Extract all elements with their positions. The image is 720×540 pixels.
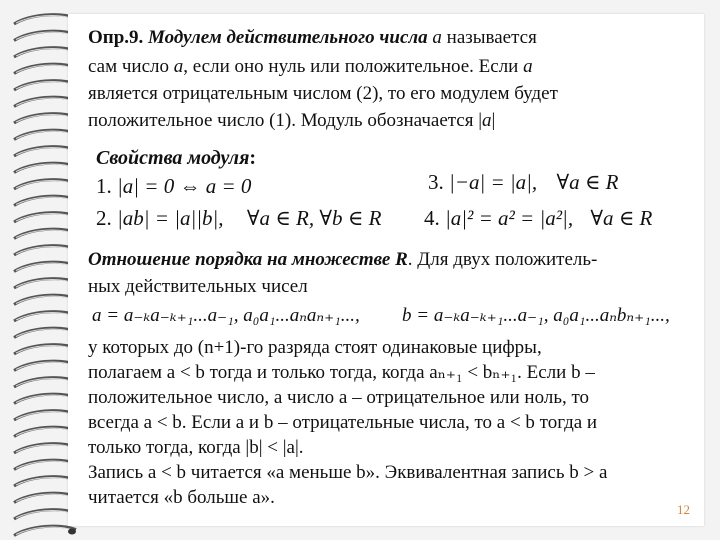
definition-line-1 — [88, 26, 537, 50]
definition-label: Опр.9. — [88, 27, 144, 48]
spiral-ring-highlight — [16, 65, 74, 72]
properties-heading — [96, 146, 256, 170]
spiral-ring-highlight — [16, 247, 74, 254]
spiral-ring-highlight — [16, 98, 74, 105]
sequence-b: b = a₋ₖa₋ₖ₊₁...a₋₁, a₀a₁...aₙbₙ₊₁..., — [402, 305, 670, 326]
spiral-ring-highlight — [16, 527, 74, 534]
definition-text: сам число — [88, 56, 174, 77]
spiral-ring-highlight — [16, 511, 74, 518]
spiral-ring-highlight — [16, 445, 74, 452]
spiral-ring-highlight — [16, 16, 74, 23]
definition-text: | — [491, 110, 496, 131]
definition-line-4 — [88, 109, 495, 133]
order-line-9: читается «b больше a». — [88, 487, 275, 508]
order-line-5: положительное число, а число a – отрицательное или ноль, то — [88, 387, 590, 408]
sequence-a: a = a₋ₖa₋ₖ₊₁...a₋₁, a₀a₁...aₙaₙ₊₁..., — [92, 305, 360, 326]
property-formula: |a|² = a² = |a²|, — [445, 206, 574, 230]
property-quantifier: ∀a ∈ R — [556, 170, 619, 194]
spiral-ring-highlight — [16, 82, 74, 89]
spiral-ring-highlight — [16, 461, 74, 468]
definition-term: Модулем действительного числа — [148, 27, 428, 48]
spiral-hole — [68, 529, 76, 535]
spiral-ring-highlight — [16, 478, 74, 485]
order-heading: Отношение порядка на множестве R — [88, 249, 408, 270]
spiral-ring-highlight — [16, 494, 74, 501]
order-line-8: Запись a < b читается «a меньше b». Эквивалентная запись b > a — [88, 462, 608, 483]
spiral-ring-highlight — [16, 131, 74, 138]
spiral-ring-highlight — [16, 329, 74, 336]
order-line-3: у которых до (n+1)-го разряда стоят одинаковые цифры, — [88, 337, 542, 358]
spiral-ring-highlight — [16, 313, 74, 320]
definition-var: a — [523, 56, 533, 77]
property-quantifier: ∀a ∈ R — [590, 206, 653, 230]
spiral-ring-highlight — [16, 395, 74, 402]
property-number: 4. — [424, 206, 440, 230]
spiral-ring-highlight — [16, 230, 74, 237]
spiral-ring-highlight — [16, 362, 74, 369]
definition-text: , если оно нуль или положительное. Если — [183, 56, 524, 77]
spiral-ring-highlight — [16, 49, 74, 56]
properties-colon: : — [249, 147, 257, 169]
spiral-ring-highlight — [16, 197, 74, 204]
properties-heading-text: Свойства модуля — [96, 147, 250, 169]
order-heading-line — [88, 248, 597, 272]
spiral-ring-highlight — [16, 148, 74, 155]
property-3 — [428, 170, 618, 195]
order-line-4: полагаем a < b тогда и только тогда, когда aₙ₊₁ < bₙ₊₁. Если b – — [88, 362, 595, 383]
property-formula: |−a| = |a|, — [449, 170, 538, 194]
property-number: 1. — [96, 174, 112, 198]
property-1 — [96, 174, 251, 199]
definition-line-2 — [88, 55, 533, 79]
definition-text: называется — [441, 27, 537, 48]
spiral-ring-highlight — [16, 346, 74, 353]
property-4 — [424, 206, 652, 231]
spiral-ring-highlight — [16, 296, 74, 303]
property-quantifier: ∀a ∈ R, ∀b ∈ R — [246, 206, 382, 230]
property-formula: |a| = 0 ⇔ a = 0 — [117, 174, 252, 198]
order-line-2: ных действительных чисел — [88, 276, 308, 297]
definition-text: положительное число (1). Модуль обозначается | — [88, 110, 483, 131]
property-number: 2. — [96, 206, 112, 230]
spiral-ring-highlight — [16, 214, 74, 221]
order-line-6: всегда a < b. Если a и b – отрицательные числа, то a < b тогда и — [88, 412, 598, 433]
property-formula: |ab| = |a||b|, — [117, 206, 224, 230]
spiral-ring-highlight — [16, 428, 74, 435]
property-2 — [96, 206, 381, 231]
definition-var: a — [432, 27, 442, 48]
spiral-ring-highlight — [16, 32, 74, 39]
spiral-ring-highlight — [16, 412, 74, 419]
spiral-ring-highlight — [16, 280, 74, 287]
spiral-ring-highlight — [16, 115, 74, 122]
definition-line-3: является отрицательным числом (2), то его модулем будет — [88, 83, 558, 104]
page-number: 12 — [677, 502, 690, 517]
spiral-ring-highlight — [16, 263, 74, 270]
order-text: . Для двух положитель- — [407, 249, 598, 270]
spiral-ring-highlight — [16, 379, 74, 386]
spiral-ring-highlight — [16, 181, 74, 188]
definition-var: a — [173, 56, 184, 77]
spiral-ring-highlight — [16, 164, 74, 171]
order-line-7: только тогда, когда |b| < |a|. — [88, 437, 304, 458]
property-number: 3. — [428, 170, 444, 194]
definition-var: a — [482, 110, 492, 131]
